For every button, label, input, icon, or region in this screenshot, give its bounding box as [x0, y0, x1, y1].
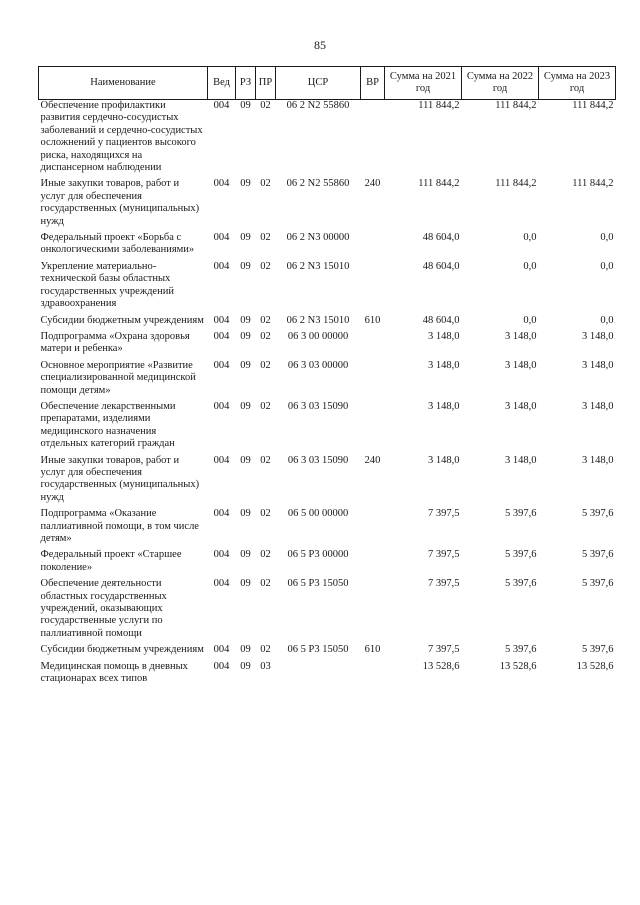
cell-pr: 02 [260, 359, 271, 371]
cell-sum-2023: 0,0 [600, 232, 614, 244]
cell-csr [276, 661, 361, 690]
cell-vr [361, 549, 385, 578]
cell-csr: 06 5 P3 15050 [287, 644, 349, 656]
budget-table [38, 66, 616, 689]
cell-sum-2022: 3 148,0 [505, 330, 537, 342]
cell-name: Обеспечение профилактики развития сердечно-сосудистых заболеваний и сердечно-сосудистых осложнений у пациентов высокого риска, находящихся на диспансерном наблюдении [40, 100, 203, 174]
cell-sum-2022: 3 148,0 [505, 400, 537, 412]
table-row [39, 578, 616, 644]
cell-vr [361, 360, 385, 401]
cell-sum-2023: 111 844,2 [572, 100, 614, 111]
cell-sum-2023: 13 528,6 [576, 660, 614, 672]
cell-csr: 06 5 P3 15050 [287, 578, 349, 590]
header-sum-2021: Сумма на 2021 год [385, 67, 462, 100]
table-row [39, 232, 616, 261]
header-rz: РЗ [236, 67, 256, 100]
cell-sum-2021: 7 397,5 [428, 644, 460, 656]
cell-vr [361, 100, 385, 179]
table-row [39, 100, 616, 179]
cell-name: Обеспечение деятельности областных государственных учреждений, оказывающих государственные услуги по паллиативной помощи [40, 578, 167, 639]
header-vr: ВР [361, 67, 385, 100]
cell-sum-2021: 7 397,5 [428, 578, 460, 590]
cell-csr: 06 2 N2 55860 [286, 100, 350, 111]
header-sum-2023: Сумма на 2023 год [539, 67, 616, 100]
page-number: 85 [314, 38, 326, 52]
cell-sum-2021: 7 397,5 [428, 549, 460, 561]
cell-csr: 06 3 00 00000 [287, 330, 349, 342]
table-row [39, 644, 616, 660]
header-pr: ПР [256, 67, 276, 100]
cell-sum-2022: 5 397,6 [505, 578, 537, 590]
cell-rz: 09 [240, 330, 251, 342]
cell-ved: 004 [213, 578, 230, 590]
cell-vr: 240 [364, 178, 381, 190]
cell-ved: 004 [213, 454, 230, 466]
cell-ved: 004 [213, 508, 230, 520]
table-row [39, 401, 616, 455]
cell-sum-2023: 3 148,0 [582, 454, 614, 466]
cell-sum-2022: 0,0 [523, 232, 537, 244]
cell-ved: 004 [213, 330, 230, 342]
cell-name: Подпрограмма «Оказание паллиативной помощи, в том числе детям» [40, 508, 199, 544]
cell-ved: 004 [213, 359, 230, 371]
cell-ved: 004 [213, 314, 230, 326]
cell-pr: 02 [260, 644, 271, 656]
cell-csr: 06 5 P3 00000 [287, 549, 349, 561]
cell-sum-2023: 0,0 [600, 314, 614, 326]
cell-csr: 06 2 N2 55860 [286, 178, 350, 190]
cell-name: Субсидии бюджетным учреждениям [40, 644, 204, 656]
cell-sum-2023: 3 148,0 [582, 330, 614, 342]
cell-sum-2023: 3 148,0 [582, 400, 614, 412]
cell-pr: 02 [260, 314, 271, 326]
cell-name: Основное мероприятие «Развитие специализированной медицинской помощи детям» [40, 359, 196, 396]
table-row [39, 331, 616, 360]
header-csr: ЦСР [276, 67, 361, 100]
cell-pr: 02 [260, 549, 271, 561]
table-row [39, 178, 616, 232]
cell-ved: 004 [213, 232, 230, 244]
cell-pr: 02 [260, 330, 271, 342]
cell-name: Обеспечение лекарственными препаратами, изделиями медицинского назначения отдельных категорий граждан [40, 400, 176, 450]
cell-csr: 06 5 00 00000 [287, 508, 349, 520]
cell-sum-2022: 0,0 [523, 314, 537, 326]
cell-rz: 09 [240, 549, 251, 561]
cell-sum-2022: 0,0 [523, 260, 537, 272]
cell-rz: 09 [240, 100, 251, 111]
cell-sum-2022: 111 844,2 [495, 100, 537, 111]
cell-sum-2022: 111 844,2 [495, 178, 537, 190]
cell-ved: 004 [213, 260, 230, 272]
cell-sum-2022: 5 397,6 [505, 549, 537, 561]
cell-sum-2021: 48 604,0 [422, 314, 460, 326]
cell-ved: 004 [213, 644, 230, 656]
cell-sum-2023: 3 148,0 [582, 359, 614, 371]
cell-rz: 09 [240, 578, 251, 590]
cell-csr: 06 3 03 00000 [287, 359, 349, 371]
cell-pr: 02 [260, 260, 271, 272]
cell-sum-2022: 3 148,0 [505, 454, 537, 466]
table-header-row [39, 67, 616, 100]
cell-vr: 240 [364, 454, 381, 466]
table-row [39, 360, 616, 401]
cell-rz: 09 [240, 260, 251, 272]
cell-sum-2022: 3 148,0 [505, 359, 537, 371]
cell-csr: 06 3 03 15090 [287, 454, 349, 466]
cell-pr: 02 [260, 578, 271, 590]
cell-csr: 06 2 N3 00000 [286, 232, 350, 244]
cell-sum-2022: 5 397,6 [505, 644, 537, 656]
cell-sum-2021: 48 604,0 [422, 260, 460, 272]
cell-rz: 09 [240, 644, 251, 656]
cell-csr: 06 3 03 15090 [287, 400, 349, 412]
cell-rz: 09 [240, 178, 251, 190]
cell-sum-2021: 13 528,6 [422, 660, 460, 672]
table-row [39, 315, 616, 331]
cell-name: Укрепление материально-технической базы областных государственных учреждений здравоохранения [40, 260, 174, 310]
cell-pr: 02 [260, 178, 271, 190]
cell-vr [361, 661, 385, 690]
cell-csr: 06 2 N3 15010 [286, 260, 350, 272]
cell-ved: 004 [213, 549, 230, 561]
cell-sum-2023: 5 397,6 [582, 549, 614, 561]
cell-sum-2023: 0,0 [600, 260, 614, 272]
cell-sum-2021: 3 148,0 [428, 454, 460, 466]
cell-vr [361, 401, 385, 455]
cell-rz: 09 [240, 400, 251, 412]
table-row [39, 261, 616, 315]
cell-name: Медицинская помощь в дневных стационарах всех типов [40, 660, 188, 685]
cell-vr [361, 578, 385, 644]
table-row [39, 549, 616, 578]
cell-vr [361, 331, 385, 360]
cell-sum-2022: 13 528,6 [499, 660, 537, 672]
cell-vr [361, 232, 385, 261]
header-name: Наименование [39, 67, 208, 100]
cell-rz: 09 [240, 660, 251, 672]
cell-csr: 06 2 N3 15010 [286, 314, 350, 326]
cell-rz: 09 [240, 454, 251, 466]
table-row [39, 661, 616, 690]
cell-name: Подпрограмма «Охрана здоровья матери и ребенка» [40, 330, 190, 355]
cell-sum-2021: 111 844,2 [418, 100, 460, 111]
cell-name: Субсидии бюджетным учреждениям [40, 314, 204, 326]
cell-rz: 09 [240, 232, 251, 244]
cell-name: Иные закупки товаров, работ и услуг для обеспечения государственных (муниципальных) нужд [40, 454, 200, 503]
cell-sum-2023: 111 844,2 [572, 178, 614, 190]
header-sum-2022: Сумма на 2022 год [462, 67, 539, 100]
cell-rz: 09 [240, 508, 251, 520]
cell-sum-2023: 5 397,6 [582, 644, 614, 656]
cell-sum-2021: 7 397,5 [428, 508, 460, 520]
cell-name: Иные закупки товаров, работ и услуг для обеспечения государственных (муниципальных) нужд [40, 178, 200, 227]
cell-ved: 004 [213, 400, 230, 412]
cell-sum-2023: 5 397,6 [582, 508, 614, 520]
cell-pr: 02 [260, 100, 271, 111]
header-ved: Вед [208, 67, 236, 100]
table-row [39, 508, 616, 549]
cell-rz: 09 [240, 359, 251, 371]
cell-sum-2021: 48 604,0 [422, 232, 460, 244]
cell-pr: 02 [260, 400, 271, 412]
cell-pr: 02 [260, 508, 271, 520]
cell-vr [361, 508, 385, 549]
cell-ved: 004 [213, 100, 230, 111]
cell-ved: 004 [213, 660, 230, 672]
cell-vr [361, 261, 385, 315]
cell-name: Федеральный проект «Борьба с онкологическими заболеваниями» [40, 232, 195, 256]
cell-pr: 02 [260, 232, 271, 244]
cell-name: Федеральный проект «Старшее поколение» [40, 549, 182, 573]
cell-sum-2021: 3 148,0 [428, 359, 460, 371]
cell-sum-2021: 3 148,0 [428, 400, 460, 412]
cell-sum-2021: 3 148,0 [428, 330, 460, 342]
cell-sum-2022: 5 397,6 [505, 508, 537, 520]
cell-pr: 02 [260, 454, 271, 466]
cell-ved: 004 [213, 178, 230, 190]
cell-sum-2021: 111 844,2 [418, 178, 460, 190]
cell-sum-2023: 5 397,6 [582, 578, 614, 590]
cell-rz: 09 [240, 314, 251, 326]
table-row [39, 455, 616, 509]
cell-vr: 610 [364, 644, 381, 656]
cell-vr: 610 [364, 314, 381, 326]
cell-pr: 03 [260, 660, 271, 672]
